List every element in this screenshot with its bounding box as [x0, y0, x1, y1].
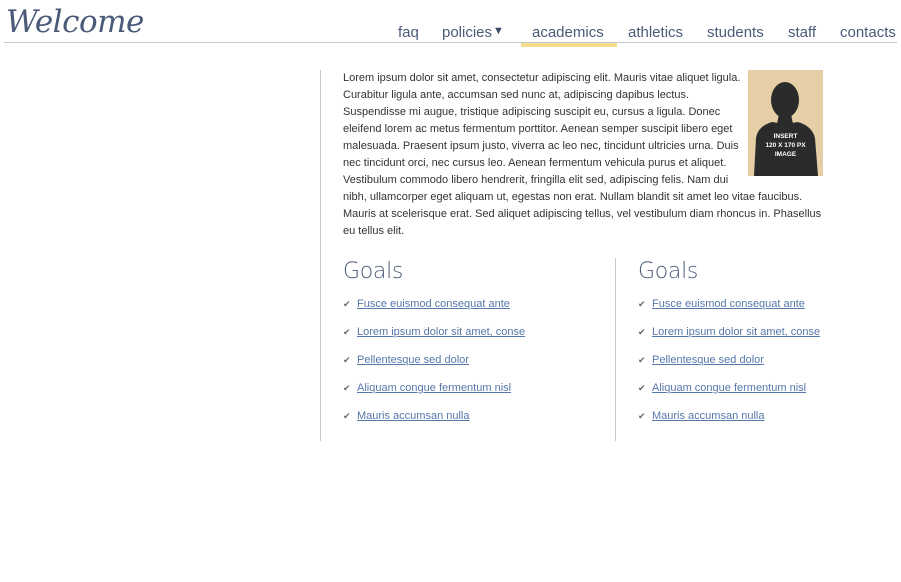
list-item — [638, 296, 888, 324]
site-header — [0, 0, 901, 48]
goal-link[interactable]: Aliquam congue fermentum nisl — [357, 382, 512, 394]
checkmark-icon: ✔ — [343, 355, 351, 365]
goals-list-left — [343, 296, 593, 436]
goal-link[interactable]: Pellentesque sed dolor — [652, 354, 764, 366]
goal-link[interactable]: Lorem ipsum dolor sit amet, conse — [357, 326, 526, 338]
checkmark-icon: ✔ — [638, 327, 646, 337]
checkmark-icon: ✔ — [343, 383, 351, 393]
list-item — [638, 408, 888, 436]
goals-list-right — [638, 296, 888, 436]
goal-link[interactable]: Mauris accumsan nulla — [357, 410, 470, 422]
content-left-divider — [320, 70, 321, 441]
checkmark-icon: ✔ — [343, 327, 351, 337]
nav-item-contacts[interactable]: contacts — [840, 24, 896, 41]
list-item — [638, 380, 888, 408]
nav-item-policies-label: policies — [442, 24, 493, 41]
nav-item-faq[interactable]: faq — [398, 24, 419, 41]
goal-link[interactable]: Fusce euismod consequat ante — [357, 298, 510, 310]
list-item — [343, 408, 593, 436]
checkmark-icon: ✔ — [343, 299, 351, 309]
goals-column-left — [343, 258, 593, 436]
goal-link[interactable]: Aliquam congue fermentum nisl — [652, 382, 807, 394]
list-item — [343, 380, 593, 408]
goals-column-right — [638, 258, 888, 436]
checkmark-icon: ✔ — [638, 299, 646, 309]
site-title[interactable]: Welcome — [6, 4, 144, 40]
list-item — [343, 352, 593, 380]
header-divider — [4, 42, 897, 43]
intro-paragraph: Lorem ipsum dolor sit amet, consectetur adipiscing elit. Mauris vitae aliquet ligula. Curabitur ligula ante, accumsan sed nunc at, adipiscing dapibus lectus. Suspendisse mi augue, tristique adipiscing suscipit eu, cursus a ligula. Donec eleifend lorem ac metus fermentum porttitor. Aenean semper suscipit libero eget malesuada. Praesent ipsum justo, viverra ac leo nec, tincidunt ultricies urna. Duis nec tincidunt orci, nec cursus leo. Aenean fermentum vehicula purus et aliquet. Vestibulum commodo libero hendrerit, fringilla elit sed, adipiscing felis. Nam dui nibh, ullamcorper eget aliquam ut, egestas non erat. Nullam blandit sit amet leo vitae faucibus. Mauris at scelerisque erat. Sed aliquet adipiscing tellus, vel vestibulum diam rhoncus in. Phasellus eu tellus elit. — [343, 72, 822, 237]
photo-placeholder-line3: IMAGE — [774, 151, 797, 158]
nav-item-athletics[interactable]: athletics — [628, 24, 684, 41]
dropdown-arrow-icon: ▼ — [493, 25, 504, 37]
photo-placeholder-line2: 120 X 170 PX — [765, 142, 806, 149]
goal-link[interactable]: Lorem ipsum dolor sit amet, conse — [652, 326, 821, 338]
main-nav — [0, 24, 901, 48]
goal-link[interactable]: Fusce euismod consequat ante — [652, 298, 805, 310]
photo-placeholder-text — [748, 132, 823, 159]
goals-column-divider — [615, 258, 616, 441]
checkmark-icon: ✔ — [638, 383, 646, 393]
list-item — [343, 296, 593, 324]
list-item — [343, 324, 593, 352]
nav-item-students[interactable]: students — [707, 24, 764, 41]
goal-link[interactable]: Mauris accumsan nulla — [652, 410, 765, 422]
nav-item-policies[interactable] — [442, 24, 504, 43]
nav-active-indicator — [521, 43, 617, 47]
list-item — [638, 324, 888, 352]
intro-section — [343, 70, 823, 240]
goal-link[interactable]: Pellentesque sed dolor — [357, 354, 469, 366]
nav-item-staff[interactable]: staff — [788, 24, 817, 41]
photo-placeholder-line1: INSERT — [773, 133, 798, 140]
person-silhouette-icon — [748, 70, 823, 176]
checkmark-icon: ✔ — [343, 411, 351, 421]
nav-item-academics[interactable]: academics — [532, 24, 604, 41]
goals-title-left: Goals — [343, 259, 404, 284]
photo-placeholder — [748, 70, 823, 176]
checkmark-icon: ✔ — [638, 411, 646, 421]
list-item — [638, 352, 888, 380]
goals-title-right: Goals — [638, 259, 699, 284]
checkmark-icon: ✔ — [638, 355, 646, 365]
